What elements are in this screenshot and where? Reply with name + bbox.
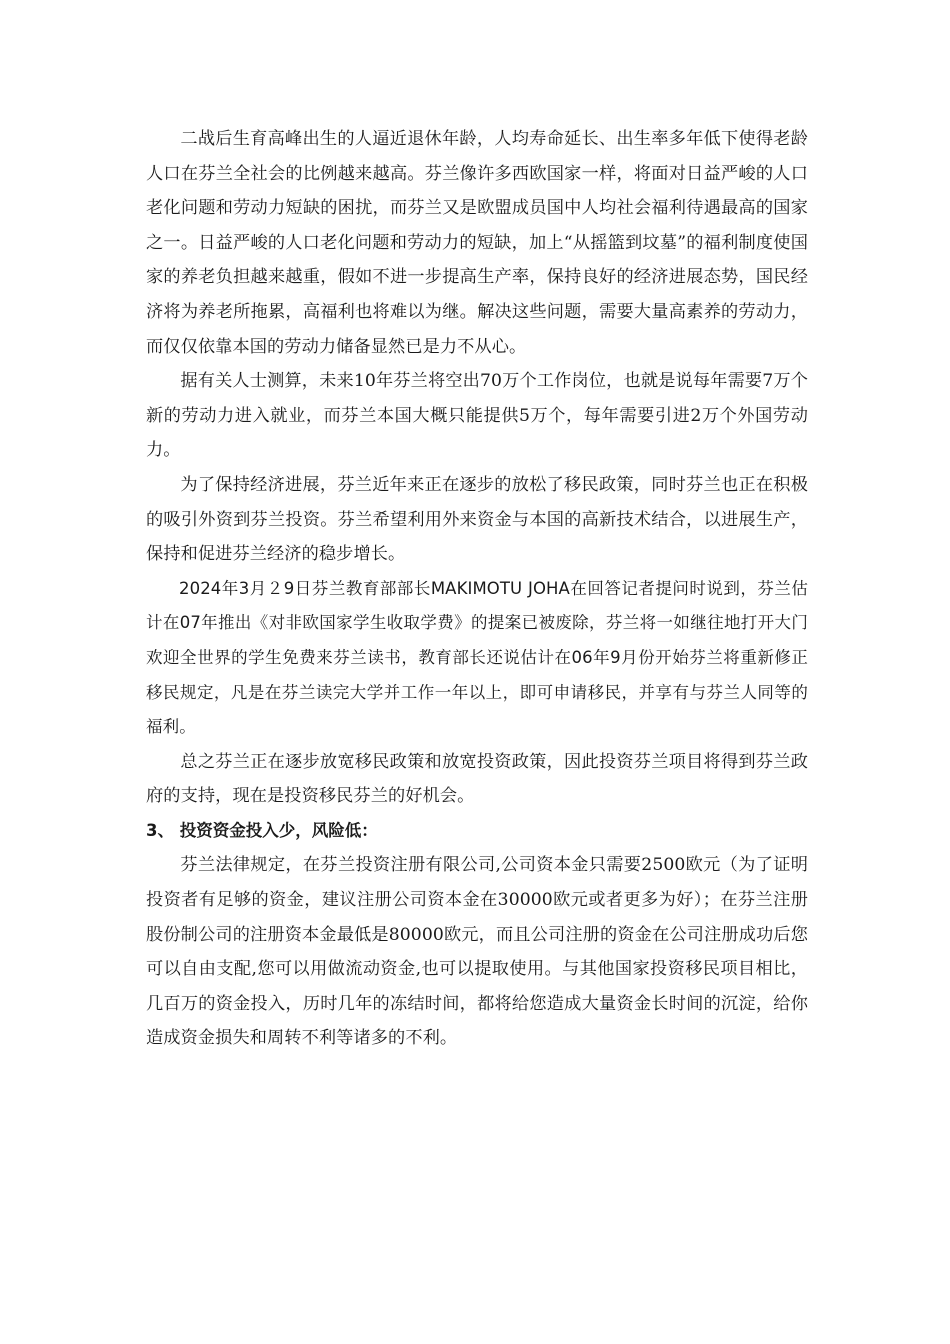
paragraph-aging-population: 二战后生育高峰出生的人逼近退休年龄，人均寿命延长、出生率多年低下使得老龄人口在芬兰全社会的比例越来越高。芬兰像许多西欧国家一样，将面对日益严峻的人口老化问题和劳动力短缺的困扰，而芬兰又是欧盟成员国中人均社会福利待遇最高的国家之一。日益严峻的人口老化问题和劳动力的短缺，加上“从摇篮到坟墓”的福利制度使国家的养老负担越来越重，假如不进一步提高生产率，保持良好的经济进展态势，国民经济将为养老所拖累，高福利也将难以为继。解决这些问题，需要大量高素养的劳动力，而仅仅依靠本国的劳动力储备显然已是力不从心。 (146, 129, 808, 357)
paragraph-labor-estimate: 据有关人士测算，未来10年芬兰将空出70万个工作岗位，也就是说每年需要7万个新的劳动力进入就业，而芬兰本国大概只能提供5万个，每年需要引进2万个外国劳动力。 (146, 371, 808, 461)
section-heading-investment: 3、 投资资金投入少，风险低： (146, 820, 378, 840)
paragraph-company-capital: 芬兰法律规定，在芬兰投资注册有限公司,公司资本金只需要2500欧元（为了证明投资者有足够的资金，建议注册公司资本金在30000欧元或者更多为好）；在芬兰注册股份制公司的注册资本金最低是80000欧元，而且公司注册的资金在公司注册成功后您可以自由支配,您可以用做流动资金,也可以提取使用。与其他国家投资移民项目相比，几百万的资金投入，历时几年的冻结时间，都将给您造成大量资金长时间的沉淀，给你造成资金损失和周转不利等诸多的不利。 (146, 855, 808, 1049)
document-body (146, 122, 808, 1056)
paragraph-education-minister: 2024年3月２9日芬兰教育部部长MAKIMOTU JOHA在回答记者提问时说到，芬兰估计在07年推出《对非欧国家学生收取学费》的提案已被废除，芬兰将一如继往地打开大门欢迎全世界的学生免费来芬兰读书，教育部长还说估计在06年9月份开始芬兰将重新修正移民规定，凡是在芬兰读完大学并工作一年以上，即可申请移民，并享有与芬兰人同等的福利。 (146, 578, 808, 737)
paragraph-immigration-policy: 为了保持经济进展，芬兰近年来正在逐步的放松了移民政策，同时芬兰也正在积极的吸引外资到芬兰投资。芬兰希望利用外来资金与本国的高新技术结合，以进展生产，保持和促进芬兰经济的稳步增长。 (146, 474, 808, 565)
paragraph-conclusion: 总之芬兰正在逐步放宽移民政策和放宽投资政策，因此投资芬兰项目将得到芬兰政府的支持，现在是投资移民芬兰的好机会。 (146, 751, 808, 807)
